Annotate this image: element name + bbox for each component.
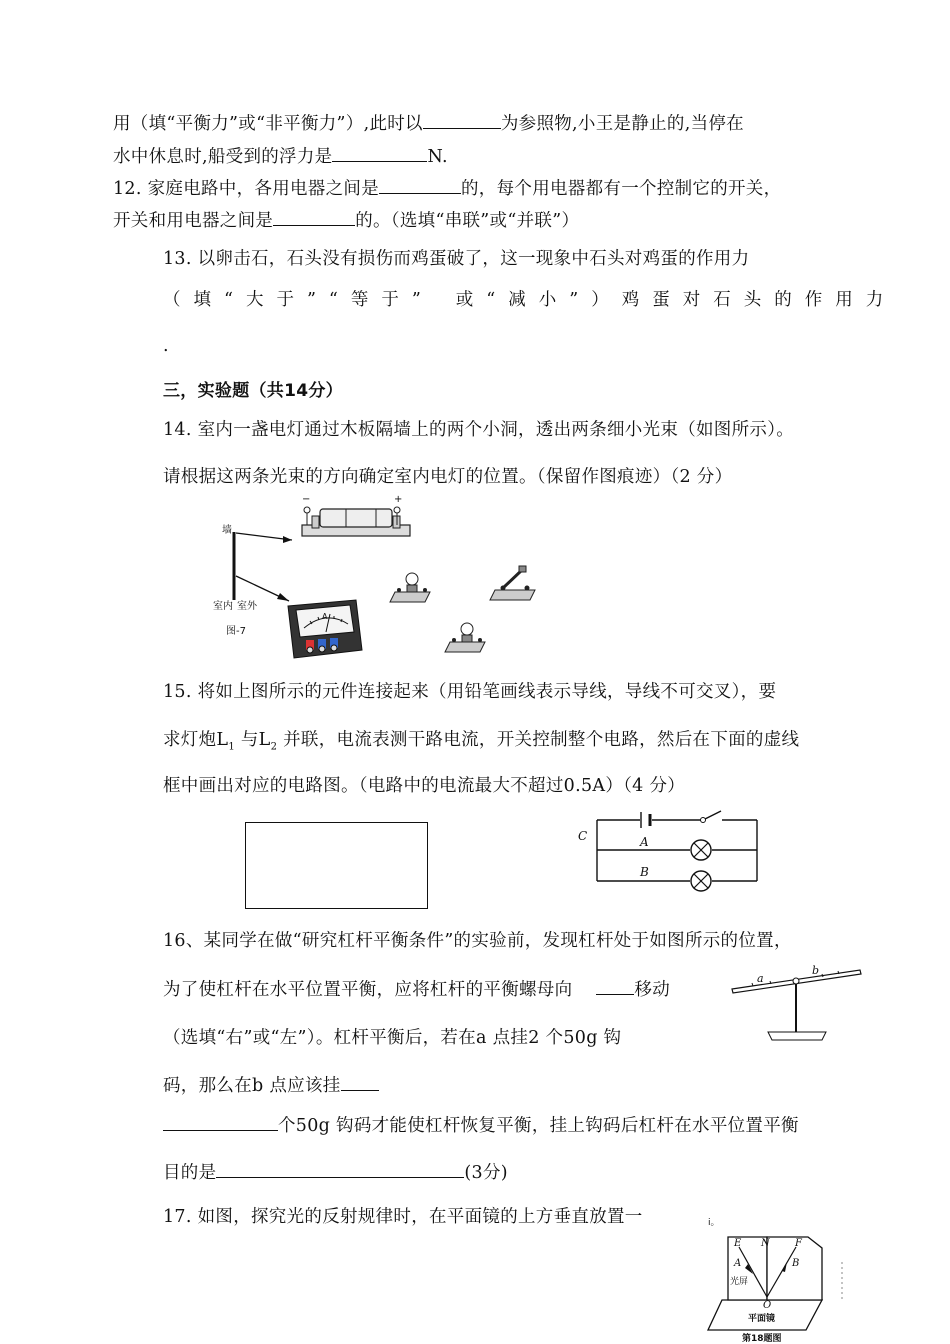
question-16-text-f: (3分) xyxy=(464,1163,508,1183)
question-15-line-1: 15. 将如上图所示的元件连接起来（用铅笔画线表示导线，导线不可交叉），要 xyxy=(163,682,777,702)
line-1-text-b: 为参照物,小王是静止的,当停在 xyxy=(500,114,744,134)
question-13-text-b: 或“减小”）鸡蛋对石头的作用力 xyxy=(455,290,897,310)
point-a-label: A xyxy=(640,835,649,849)
point-o-label: O xyxy=(763,1300,772,1311)
question-16-text-b: 移动 xyxy=(634,980,671,1000)
question-16-text-d: 个50g 钩码才能使杠杆恢复平衡，挂上钩码后杠杆在水平位置平衡 xyxy=(278,1116,799,1136)
figure-7-caption: 图-7 xyxy=(226,626,246,637)
question-13-line-1: 13. 以卵击石，石头没有损伤而鸡蛋破了，这一现象中石头对鸡蛋的作用力 xyxy=(163,249,750,269)
line-2-text-b: N. xyxy=(427,147,448,167)
plus-terminal-label: + xyxy=(394,494,403,505)
wall-label: 墙 xyxy=(222,525,232,536)
point-f-label: F xyxy=(795,1238,802,1249)
question-14-line-2: 请根据这两条光束的方向确定室内电灯的位置。（保留作图痕迹）（2 分） xyxy=(163,467,733,487)
line-1-text-a: 用（填“平衡力”或“非平衡力”）,此时以 xyxy=(113,114,423,134)
question-12-text-b: 的，每个用电器都有一个控制它的开关， xyxy=(461,179,782,199)
question-13-line-3: . xyxy=(163,336,169,356)
question-16-text-c: 码，那么在b 点应该挂 xyxy=(163,1076,341,1096)
question-17-line-1: 17. 如图，探究光的反射规律时，在平面镜的上方垂直放置一 xyxy=(163,1207,643,1227)
point-e-label: E xyxy=(734,1238,742,1249)
question-15-text-b: 与L xyxy=(235,730,271,750)
question-13-text-a: （填“大于”“等于” xyxy=(163,290,434,310)
subscript-2: 2 xyxy=(270,741,278,753)
question-16-line-3: （选填“右”或“左”）。杠杆平衡后，若在a 点挂2 个50g 钩 xyxy=(163,1028,622,1048)
question-14-line-1: 14. 室内一盏电灯通过木板隔墙上的两个小洞，透出两条细小光束（如图所示）。 xyxy=(163,420,795,440)
question-15-line-3: 框中画出对应的电路图。（电路中的电流最大不超过0.5A）（4 分） xyxy=(163,776,686,796)
section-3-heading: 三，实验题（共14分） xyxy=(163,381,343,401)
question-15-text-c: 并联，电流表测干路电流，开关控制整个电路，然后在下面的虚线 xyxy=(277,730,800,750)
screen-label: 光屏 xyxy=(730,1277,749,1287)
point-b-label: B xyxy=(640,865,649,879)
question-15-text-a: 求灯炮L xyxy=(163,730,229,750)
point-n-label: N xyxy=(761,1238,770,1249)
lever-point-b-label: b xyxy=(812,964,820,977)
question-12-text-a: 12. 家庭电路中，各用电器之间是 xyxy=(113,179,379,199)
line-2-text-a: 水中休息时,船受到的浮力是 xyxy=(113,147,333,167)
question-16-line-1: 16、某同学在做“研究杠杆平衡条件”的实验前，发现杠杆处于如图所示的位置， xyxy=(163,931,792,951)
question-16-text-e: 目的是 xyxy=(163,1163,217,1183)
question-12-text-d: 的。（选填“串联”或“并联”） xyxy=(355,211,580,231)
indoor-label: 室内 xyxy=(213,601,233,612)
lever-point-a-label: a xyxy=(757,972,764,985)
question-12-text-c: 开关和用电器之间是 xyxy=(113,211,274,231)
outdoor-label: 室外 xyxy=(237,601,257,612)
point-a-ray-label: A xyxy=(734,1258,742,1269)
ammeter-mark: A xyxy=(322,612,328,621)
point-c-label: C xyxy=(578,829,588,843)
mirror-label: 平面镜 xyxy=(748,1314,776,1324)
question-16-text-a: 为了使杠杆在水平位置平衡，应将杠杆的平衡螺母向 xyxy=(163,980,573,1000)
figure-18-caption: 第18题图 xyxy=(742,1334,782,1344)
point-b-ray-label: B xyxy=(792,1258,800,1269)
corner-mark: i。 xyxy=(708,1218,720,1228)
subscript-1: 1 xyxy=(228,741,235,753)
minus-terminal-label: − xyxy=(302,494,311,505)
